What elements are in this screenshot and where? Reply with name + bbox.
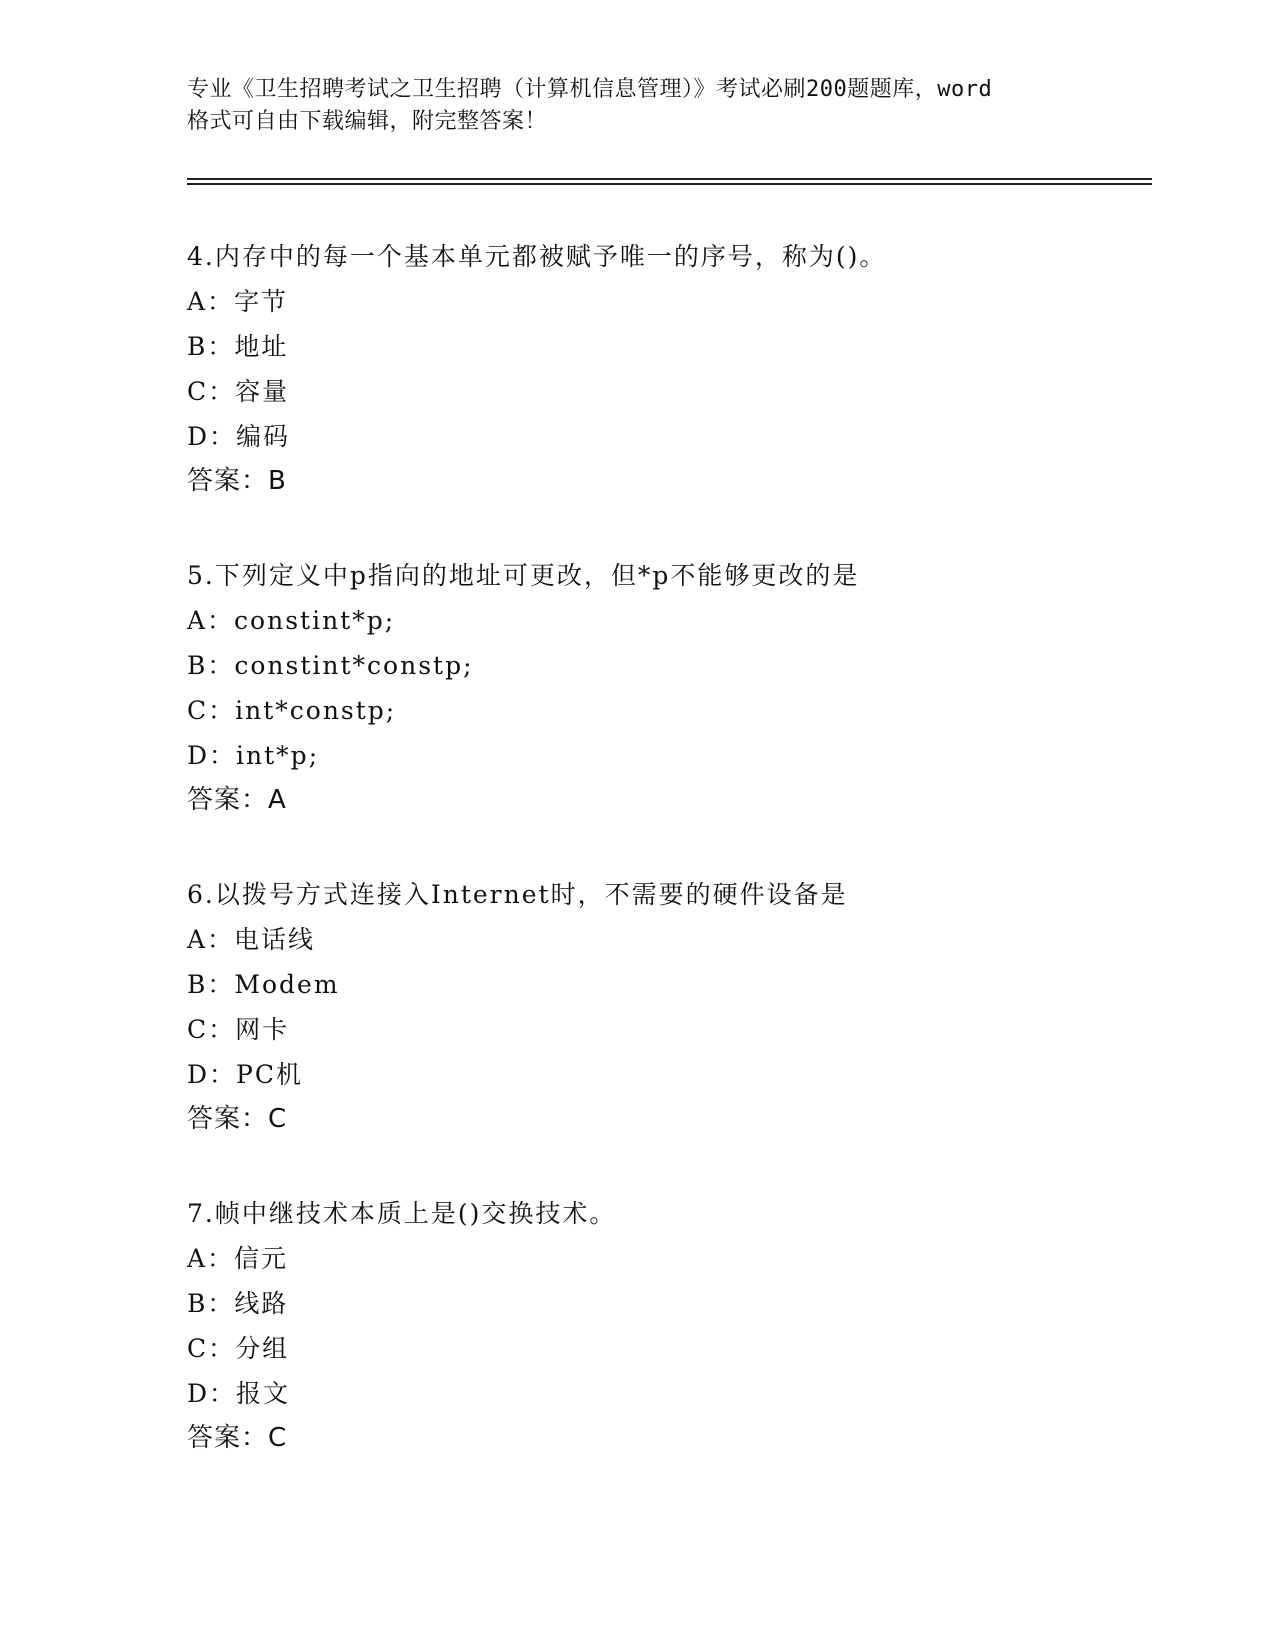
header-rule-bottom <box>187 183 1152 185</box>
question-stem: 6.以拨号方式连接入Internet时，不需要的硬件设备是 <box>187 880 848 909</box>
option-d: D：int*p; <box>187 741 320 770</box>
option-a: A：字节 <box>187 287 289 316</box>
option-c: C：网卡 <box>187 1015 290 1044</box>
question-stem: 4.内存中的每一个基本单元都被赋予唯一的序号，称为()。 <box>187 242 887 271</box>
option-d: D：报文 <box>187 1379 291 1408</box>
header-line-1: 专业《卫生招聘考试之卫生招聘（计算机信息管理）》考试必刷200题题库，word <box>187 77 993 102</box>
answer-label: 答案：B <box>187 466 287 496</box>
option-a: A：电话线 <box>187 925 316 954</box>
question-7 <box>187 1191 1147 1461</box>
option-d: D：编码 <box>187 422 291 451</box>
option-a: A：constint*p; <box>187 606 396 635</box>
option-c: C：分组 <box>187 1334 290 1363</box>
question-6 <box>187 872 1147 1142</box>
header-rule-top <box>187 178 1152 180</box>
option-c: C：int*constp; <box>187 696 397 725</box>
option-a: A：信元 <box>187 1244 289 1273</box>
option-b: B：constint*constp; <box>187 651 474 680</box>
header-line-2: 格式可自由下载编辑，附完整答案！ <box>187 109 548 134</box>
option-b: B：地址 <box>187 332 289 361</box>
answer-label: 答案：A <box>187 785 287 815</box>
question-4 <box>187 234 1147 504</box>
question-stem: 5.下列定义中p指向的地址可更改，但*p不能够更改的是 <box>187 561 860 590</box>
option-d: D：PC机 <box>187 1060 303 1089</box>
answer-label: 答案：C <box>187 1104 288 1134</box>
option-b: B：线路 <box>187 1289 289 1318</box>
document-header <box>187 74 1087 138</box>
question-5 <box>187 553 1147 823</box>
answer-label: 答案：C <box>187 1423 288 1453</box>
option-c: C：容量 <box>187 377 290 406</box>
option-b: B：Modem <box>187 970 340 999</box>
question-stem: 7.帧中继技术本质上是()交换技术。 <box>187 1199 617 1228</box>
